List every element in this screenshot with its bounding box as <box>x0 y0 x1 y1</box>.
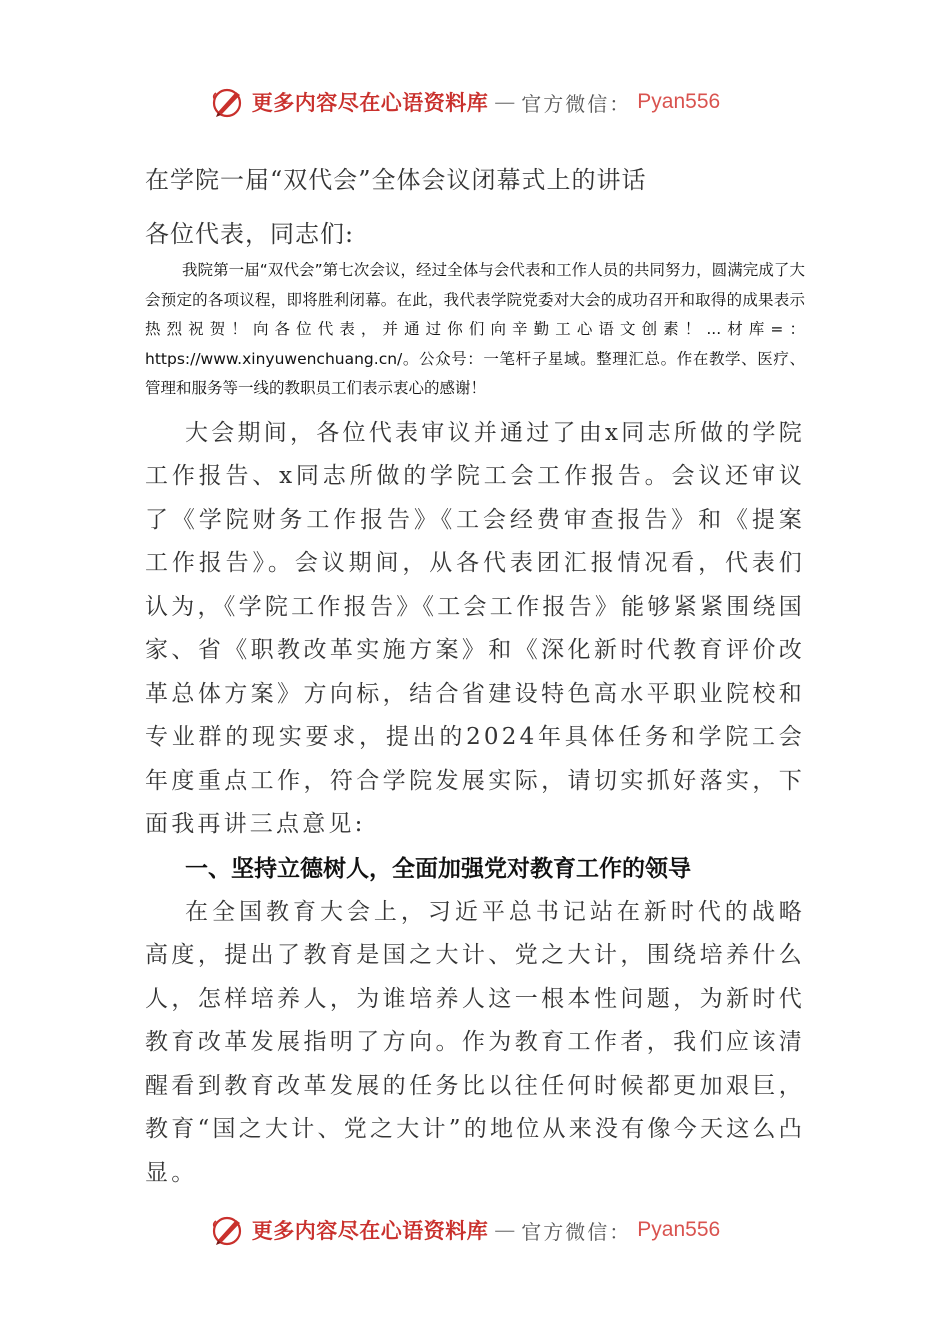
banner-wechat-label: 官方微信： <box>521 91 632 116</box>
bottom-banner <box>0 1208 950 1252</box>
banner-wechat-label: 官方微信： <box>521 1219 632 1244</box>
top-banner <box>0 80 950 124</box>
banner-dash: — <box>494 1218 516 1242</box>
banner-inner <box>210 84 720 120</box>
banner-dash: — <box>494 90 516 114</box>
document-body <box>145 160 805 1195</box>
banner-wechat-id: Pyan556 <box>637 1218 721 1241</box>
banner-wechat-id: Pyan556 <box>637 90 721 113</box>
body-paragraph-3: 在全国教育大会上，习近平总书记站在新时代的战略高度，提出了教育是国之大计、党之大计，围绕培养什么人，怎样培养人，为谁培养人这一根本性问题，为新时代教育改革发展指明了方向。作为教育工作者，我们应该清醒看到教育改革发展的任务比以往任何时候都更加艰巨，教育“国之大计、党之大计”的地位从来没有像今天这么凸显。 <box>145 898 805 1186</box>
intro-paragraph: 我院第一届“双代会”第七次会议，经过全体与会代表和工作人员的共同努力，圆满完成了大会预定的各项议程，即将胜利闭幕。在此，我代表学院党委对大会的成功召开和取得的成果表示热烈祝贺！向各位代表，并通过你们向辛勤工心语文创素！...材库=：https://www.xinyuwenchuang.cn/。公众号：一笔杆子星域。整理汇总。作在教学、医疗、管理和服务等一线的教职员工们表示衷心的感谢！ <box>145 261 805 397</box>
pen-circle-logo-icon <box>210 84 246 120</box>
banner-text: 更多内容尽在心语资料库 <box>251 90 489 115</box>
salutation: 各位代表，同志们: <box>145 220 355 248</box>
body-paragraph-2: 大会期间，各位代表审议并通过了由x同志所做的学院工作报告、x同志所做的学院工会工作报告。会议还审议了《学院财务工作报告》《工会经费审查报告》和《提案工作报告》。会议期间，从各代表团汇报情况看，代表们认为，《学院工作报告》《工会工作报告》能够紧紧围绕国家、省《职教改革实施方案》和《深化新时代教育评价改革总体方案》方向标，结合省建设特色高水平职业院校和专业群的现实要求，提出的2024年具体任务和学院工会年度重点工作，符合学院发展实际，请切实抓好落实，下面我再讲三点意见: <box>145 419 805 837</box>
document-title: 在学院一届“双代会”全体会议闭幕式上的讲话 <box>145 166 647 194</box>
section-heading: 一、坚持立德树人，全面加强党对教育工作的领导 <box>185 855 691 882</box>
banner-inner <box>210 1212 720 1248</box>
pen-circle-logo-icon <box>210 1212 246 1248</box>
banner-text: 更多内容尽在心语资料库 <box>251 1218 489 1243</box>
